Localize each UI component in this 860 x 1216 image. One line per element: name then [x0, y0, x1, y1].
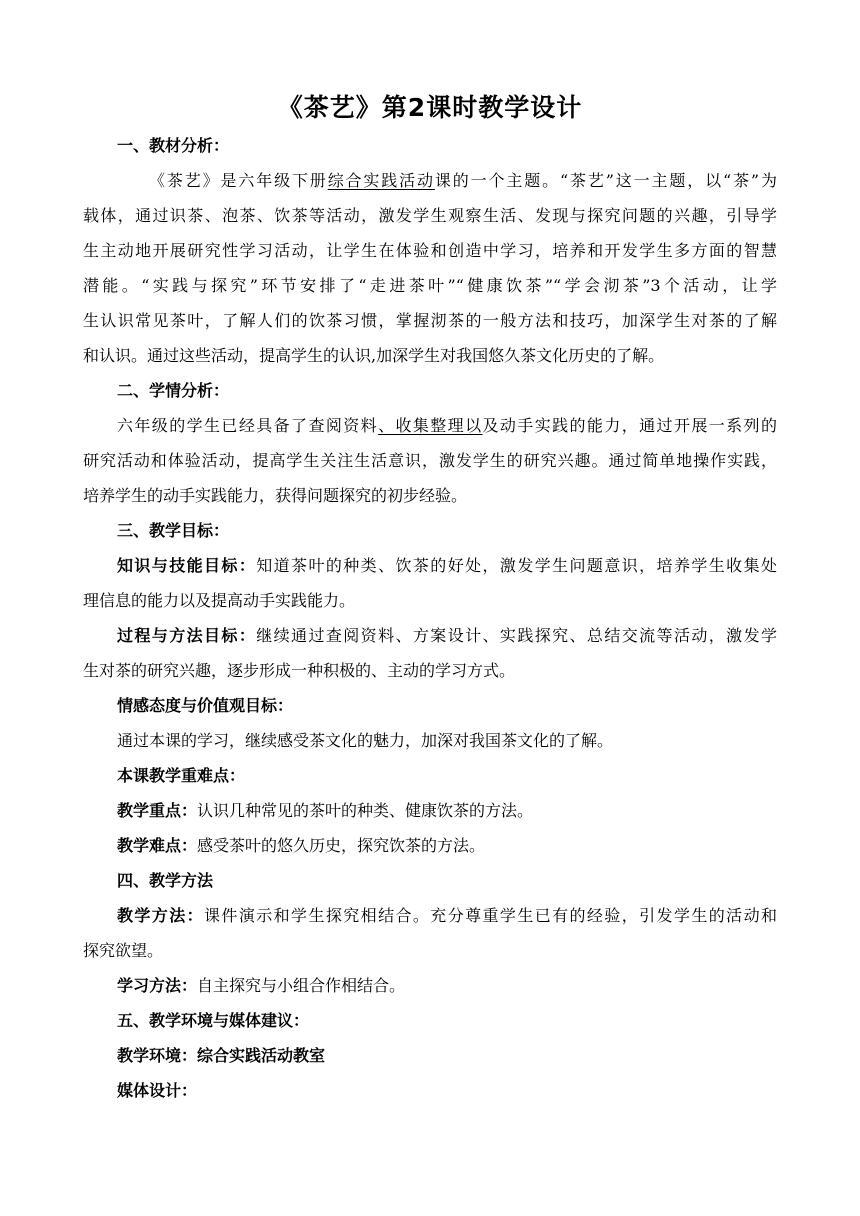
label-teaching-method: 教学方法：: [117, 906, 205, 925]
paragraph-line: [117, 835, 777, 857]
text-run: 课的一个主题。“茶艺”这一主题，以“茶”为: [434, 171, 777, 190]
paragraph-line: 和认识。通过这些活动，提高学生的认识,加深学生对我国悠久茶文化历史的了解。: [83, 346, 665, 365]
paragraph-line: 通过本课的学习，继续感受茶文化的魅力，加深对我国茶文化的了解。: [117, 731, 614, 750]
paragraph-line: 载体，通过识茶、泡茶、饮茶等活动，激发学生观察生活、发现与探究问题的兴趣，引导学: [83, 206, 777, 225]
label-key-point: 教学重点：: [117, 801, 198, 820]
section-heading-teaching-methods: 四、教学方法: [117, 871, 214, 890]
paragraph-line: [149, 170, 777, 192]
section-heading-teaching-goals: 三、教学目标：: [117, 521, 230, 540]
text-run: 自主探究与小组合作相结合。: [197, 976, 406, 995]
label-difficult-point: 教学难点：: [117, 836, 198, 855]
text-run: 认识几种常见的茶叶的种类、健康饮茶的方法。: [197, 801, 534, 820]
text-run: 六年级的学生已经具备了查阅资料: [117, 416, 379, 435]
subheading-key-difficulties: 本课教学重难点：: [117, 766, 246, 785]
text-run: 及动手实践的能力，通过开展一系列的: [482, 416, 777, 435]
paragraph-line: [117, 800, 777, 822]
document-title: 《茶艺》第2课时教学设计: [277, 93, 583, 122]
text-run: 《茶艺》是六年级下册: [149, 171, 328, 190]
paragraph-line: 生对茶的研究兴趣，逐步形成一种积极的、主动的学习方式。: [83, 661, 516, 680]
text-run: 知道茶叶的种类、饮茶的好处，激发学生问题意识，培养学生收集处: [256, 556, 777, 575]
goal-label-emotion: 情感态度与价值观目标：: [117, 696, 294, 715]
paragraph-line: [117, 975, 777, 997]
paragraph-line: [117, 905, 777, 927]
paragraph-line: 理信息的能力以及提高动手实践能力。: [83, 591, 356, 610]
underlined-text: 综合实践活动: [327, 171, 435, 190]
paragraph-line: [117, 625, 777, 647]
text-run: 继续通过查阅资料、方案设计、实践探究、总结交流等活动，激发学: [256, 626, 777, 645]
text-run: 课件演示和学生探究相结合。充分尊重学生已有的经验，引发学生的活动和: [204, 906, 777, 925]
section-heading-environment-media: 五、教学环境与媒体建议：: [117, 1011, 310, 1030]
paragraph-line: [117, 555, 777, 577]
paragraph-line: 潜能。“实践与探究”环节安排了“走进茶叶”“健康饮茶”“学会沏茶”3个活动，让学: [83, 276, 777, 295]
paragraph-line: 探究欲望。: [83, 941, 164, 960]
goal-label-knowledge: 知识与技能目标：: [117, 556, 257, 575]
text-run: 感受茶叶的悠久历史，探究饮茶的方法。: [197, 836, 486, 855]
paragraph-line: 生认识常见茶叶，了解人们的饮茶习惯，掌握沏茶的一般方法和技巧，加深学生对茶的了解: [83, 311, 777, 330]
teaching-environment: 教学环境：综合实践活动教室: [117, 1046, 326, 1065]
section-heading-textbook-analysis: 一、教材分析：: [117, 136, 230, 155]
paragraph-line: 培养学生的动手实践能力，获得问题探究的初步经验。: [83, 486, 468, 505]
section-heading-learner-analysis: 二、学情分析：: [117, 381, 230, 400]
paragraph-line: [117, 415, 777, 437]
label-learning-method: 学习方法：: [117, 976, 198, 995]
paragraph-line: 研究活动和体验活动，提高学生关注生活意识，激发学生的研究兴趣。通过简单地操作实践，: [83, 451, 777, 470]
paragraph-line: 生主动地开展研究性学习活动，让学生在体验和创造中学习，培养和开发学生多方面的智慧: [83, 241, 777, 260]
media-design-label: 媒体设计：: [117, 1081, 198, 1100]
underlined-text: 、收集整理以: [378, 416, 483, 435]
goal-label-process: 过程与方法目标：: [117, 626, 257, 645]
